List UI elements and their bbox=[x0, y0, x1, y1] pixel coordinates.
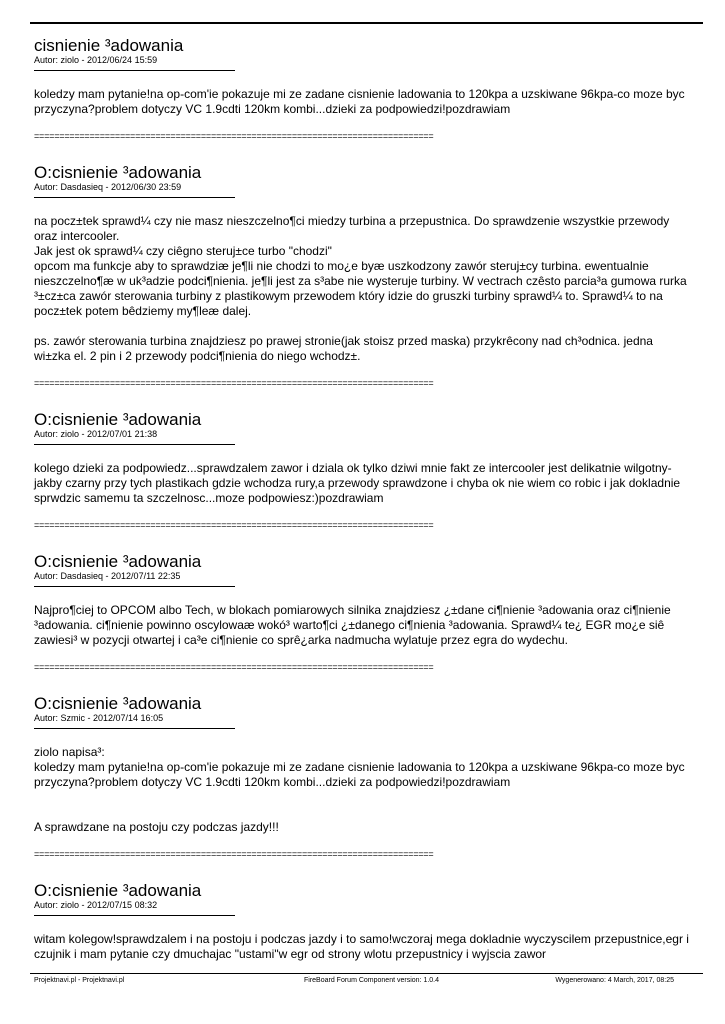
post-paragraph: Najpro¶ciej to OPCOM albo Tech, w blokach pomiarowych silnika znajdziesz ¿±dane ci¶nienie ³adowania oraz ci¶nienie ³adowania. ci¶nienie powinno oscylowaæ wokó³ warto¶ci ¿±danego ci¶nienia ³adowania. Sprawd¼ te¿ EGR mo¿e siê zawiesi³ w pozycji otwartej i ca³e ci¶nienie co sprê¿arka nadmucha wylatuje przez egra do wydechu. bbox=[34, 603, 671, 647]
post-separator: =============================================================================== bbox=[34, 662, 434, 672]
post-separator: =============================================================================== bbox=[34, 378, 434, 388]
post bbox=[34, 552, 689, 672]
post-paragraph: na pocz±tek sprawd¼ czy nie masz nieszczelno¶ci miedzy turbina a przepustnica. Do sprawdzenie wszystkie przewody oraz intercooler. bbox=[34, 214, 670, 243]
footer-component: FireBoard Forum Component version: 1.0.4 bbox=[304, 977, 440, 984]
meta-divider bbox=[34, 586, 235, 587]
meta-divider bbox=[34, 728, 235, 729]
post-title: cisnienie ³adowania bbox=[34, 36, 184, 55]
post-body bbox=[34, 87, 689, 117]
post-separator: =============================================================================== bbox=[34, 520, 434, 530]
footer-rule bbox=[30, 973, 703, 974]
post-title: O:cisnienie ³adowania bbox=[34, 552, 202, 571]
post-body bbox=[34, 461, 689, 506]
post-author-date: Autor: Dasdasieq - 2012/06/30 23:59 bbox=[34, 182, 182, 192]
footer-generated: Wygenerowano: 4 March, 2017, 08:25 bbox=[555, 977, 674, 984]
post-author-date: Autor: Szmic - 2012/07/14 16:05 bbox=[34, 713, 164, 723]
post-paragraph: witam kolegow!sprawdzalem i na postoju i podczas jazdy i to samo!wczoraj mega dokladnie wyczyscilem przepustnice,egr i czujnik i mam pytanie czy dmuchajac "ustami"w egr od strony wlotu przepustnicy i wyjscia zawor bbox=[34, 932, 689, 961]
post bbox=[34, 36, 689, 141]
post-title: O:cisnienie ³adowania bbox=[34, 694, 202, 713]
post-paragraph: ps. zawór sterowania turbina znajdziesz po prawej stronie(jak stoisz przed maska) przykrêcony nad ch³odnica. jedna wi±zka el. 2 pin i 2 przewody podci¶nienia do niego wchodz±. bbox=[34, 334, 653, 363]
top-rule bbox=[30, 22, 703, 24]
quote-attribution: ziolo napisa³: bbox=[34, 745, 105, 759]
post-body bbox=[34, 214, 689, 364]
post-paragraph: koledzy mam pytanie!na op-com'ie pokazuje mi ze zadane cisnienie ladowania to 120kpa a uzskiwane 96kpa-co moze byc przyczyna?problem dotyczy VC 1.9cdti 120km kombi...dzieki za podpowiedzi!pozdrawiam bbox=[34, 87, 685, 116]
post-title: O:cisnienie ³adowania bbox=[34, 163, 202, 182]
post-author-date: Autor: Dasdasieq - 2012/07/11 22:35 bbox=[34, 571, 181, 581]
post bbox=[34, 881, 689, 962]
post bbox=[34, 163, 689, 388]
post-author-date: Autor: ziolo - 2012/07/15 08:32 bbox=[34, 900, 158, 910]
post-title: O:cisnienie ³adowania bbox=[34, 410, 202, 429]
quoted-text: koledzy mam pytanie!na op-com'ie pokazuje mi ze zadane cisnienie ladowania to 120kpa a uzskiwane 96kpa-co moze byc przyczyna?problem dotyczy VC 1.9cdti 120km kombi...dzieki za podpowiedzi!pozdrawiam bbox=[34, 760, 685, 789]
meta-divider bbox=[34, 70, 235, 71]
post-body bbox=[34, 745, 689, 835]
post-paragraph: A sprawdzane na postoju czy podczas jazdy!!! bbox=[34, 820, 279, 834]
post-title: O:cisnienie ³adowania bbox=[34, 881, 202, 900]
post-separator: =============================================================================== bbox=[34, 131, 434, 141]
post bbox=[34, 410, 689, 530]
post-body bbox=[34, 603, 689, 648]
meta-divider bbox=[34, 197, 235, 198]
post-paragraph: opcom ma funkcje aby to sprawdziæ je¶li nie chodzi to mo¿e byæ uszkodzony zawór steruj±cy turbina. ewentualnie nieszczelno¶æ w uk³adzie podci¶nienia. je¶li jest za s³abe nie wysteruje turbiny. W vectrach czêsto parcia³a gumowa rurka ³±cz±ca zawór sterowania turbiny z plastikowym przewodem który idzie do gruszki turbiny sprawd¼ to. Sprawd¼ to na pocz±tek potem bêdziemy my¶leæ dalej. bbox=[34, 259, 687, 318]
post-body bbox=[34, 932, 689, 962]
meta-divider bbox=[34, 915, 235, 916]
post-paragraph: Jak jest ok sprawd¼ czy ciêgno steruj±ce turbo "chodzi" bbox=[34, 244, 332, 258]
meta-divider bbox=[34, 444, 235, 445]
post-paragraph: kolego dzieki za podpowiedz...sprawdzalem zawor i dziala ok tylko dziwi mnie fakt ze intercooler jest delikatnie wilgotny-jakby czarny przy tych plastikach gdzie wchodza rury,a przewody sprawdzone i chyba ok nie wiem co robic i jak dokladnie sprwdzic samemu ta szczelnosc...moze podpowiesz:)pozdrawiam bbox=[34, 461, 681, 505]
post-author-date: Autor: ziolo - 2012/06/24 15:59 bbox=[34, 55, 158, 65]
post-separator: =============================================================================== bbox=[34, 849, 434, 859]
post-list bbox=[34, 36, 689, 984]
post bbox=[34, 694, 689, 859]
post-author-date: Autor: ziolo - 2012/07/01 21:38 bbox=[34, 429, 158, 439]
footer-site: Projektnavi.pl - Projektnavi.pl bbox=[34, 977, 125, 984]
